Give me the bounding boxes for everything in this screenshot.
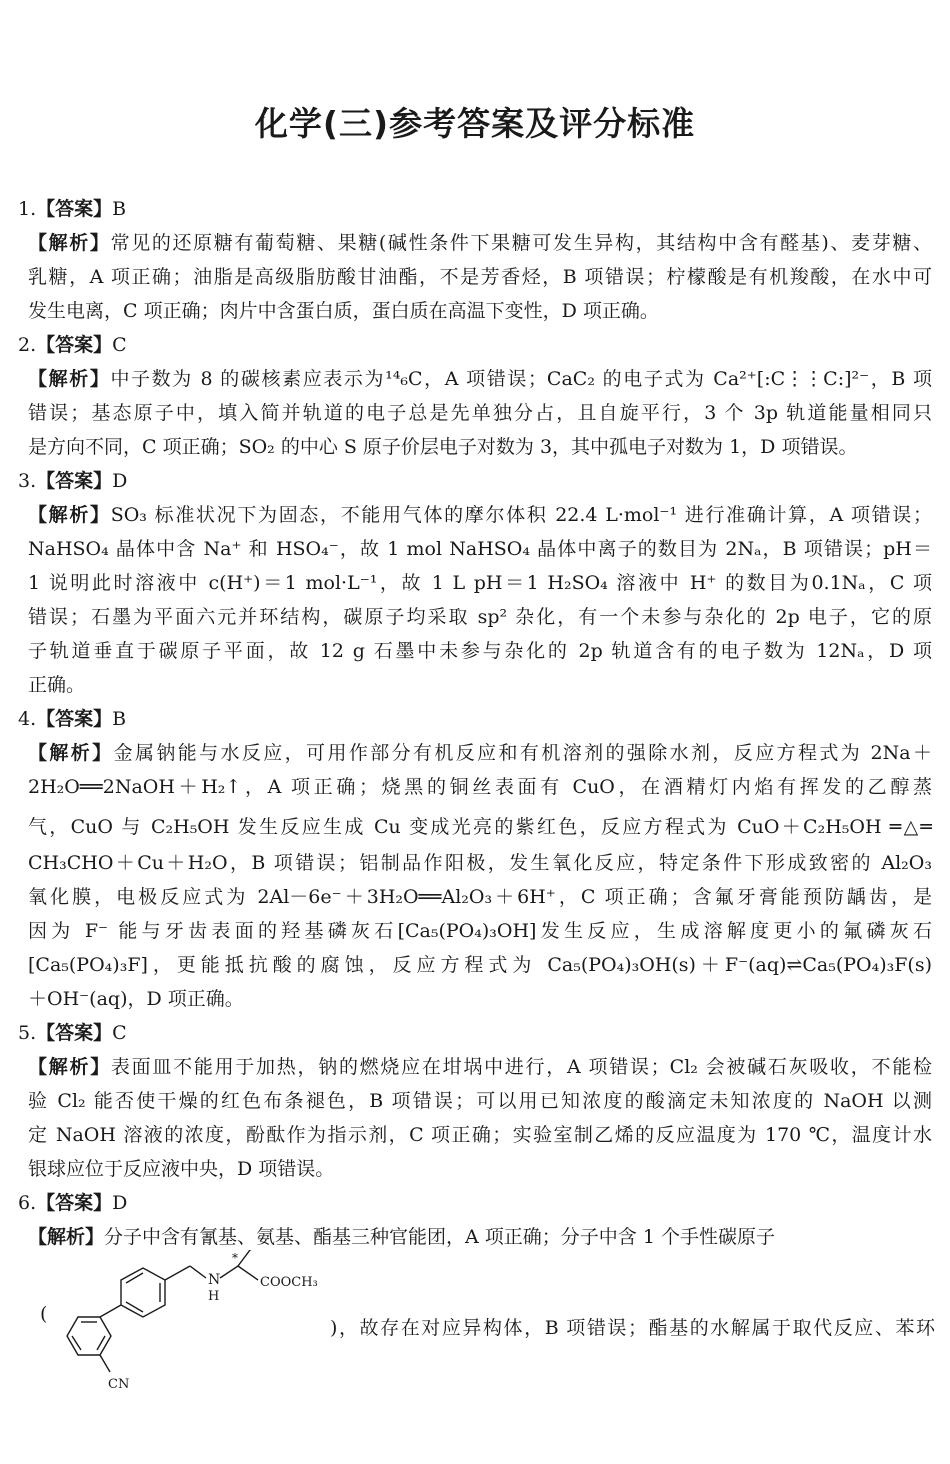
nh-label: N (208, 1272, 221, 1288)
q4-line: 氧化膜，电极反应式为 2Al－6e⁻＋3H₂O══Al₂O₃＋6H⁺，C 项正确；含氟牙膏能预防龋齿，是 (28, 886, 932, 908)
cn-label: CN (108, 1377, 130, 1390)
q3-line: 错误；石墨为平面六元并环结构，碳原子均采取 sp² 杂化，有一个未参与杂化的 2p 电子，它的原 (28, 606, 932, 628)
q1-analysis (28, 226, 932, 328)
q4-answer-line (18, 702, 932, 736)
q2-line: 错误；基态原子中，填入简并轨道的电子总是先单独分占，且自旋平行，3 个 3p 轨道能量相同只 (28, 402, 932, 424)
q1-analysis-tag: 【解析】 (28, 232, 111, 254)
q6-number: 6. (18, 1192, 37, 1214)
benzene-ring-upper (121, 1268, 165, 1317)
q2-answer: C (112, 334, 127, 356)
q6-answer-tag: 【答案】 (36, 1192, 113, 1214)
q2-line: 是方向不同，C 项正确；SO₂ 的中心 S 原子价层电子对数为 3，其中孤电子对数为 1，D 项错误。 (28, 436, 858, 458)
q4-answer-tag: 【答案】 (36, 708, 113, 730)
q3-analysis (28, 498, 932, 702)
q3-line: SO₃ 标准状况下为固态，不能用气体的摩尔体积 22.4 L·mol⁻¹ 进行准确计算，A 项错误； (110, 504, 932, 526)
q1-line: 乳糖，A 项正确；油脂是高级脂肪酸甘油酯，不是芳香烃，B 项错误；柠檬酸是有机羧酸，在水中可 (28, 266, 932, 288)
q3-line: NaHSO₄ 晶体中含 Na⁺ 和 HSO₄⁻，故 1 mol NaHSO₄ 晶体中离子的数目为 2Nₐ，B 项错误；pH＝ (28, 538, 932, 560)
h-label: H (208, 1289, 220, 1304)
q4-line: ＋OH⁻(aq)，D 项正确。 (28, 988, 244, 1010)
q2-answer-tag: 【答案】 (36, 334, 113, 356)
q3-answer: D (112, 470, 128, 492)
q1-line: 发生电离，C 项正确；肉片中含蛋白质，蛋白质在高温下变性，D 项正确。 (28, 300, 659, 322)
q5-analysis (28, 1050, 932, 1186)
q5-line: 表面皿不能用于加热，钠的燃烧应在坩埚中进行，A 项错误；Cl₂ 会被碱石灰吸收，不能检 (110, 1056, 932, 1078)
q2-number: 2. (18, 334, 37, 356)
q5-line: 银球应位于反应液中央，D 项错误。 (28, 1158, 335, 1180)
q4-line: CH₃CHO＋Cu＋H₂O，B 项错误；铝制品作阳极，发生氧化反应，特定条件下形成致密的 Al₂O₃ (28, 852, 932, 874)
q1-number: 1. (18, 198, 37, 220)
q2-answer-line (18, 328, 932, 362)
q4-analysis-tag: 【解析】 (28, 742, 114, 764)
q6-answer: D (112, 1192, 128, 1214)
q3-line: 正确。 (28, 674, 86, 696)
q2-analysis (28, 362, 932, 464)
q5-line: 验 Cl₂ 能否使干燥的红色布条褪色，B 项错误；可以用已知浓度的酸滴定未知浓度的 NaOH 以测 (28, 1090, 932, 1112)
q4-number: 4. (18, 708, 37, 730)
q6-analysis (28, 1220, 932, 1254)
q4-line: 2H₂O══2NaOH＋H₂↑，A 项正确；烧黑的铜丝表面有 CuO，在酒精灯内焰有挥发的乙醇蒸 (28, 776, 932, 798)
open-paren: ( (40, 1303, 48, 1325)
q4-line: 金属钠能与水反应，可用作部分有机反应和有机溶剂的强除水剂，反应方程式为 2Na＋ (113, 742, 932, 764)
q2-line: 中子数为 8 的碳核素应表示为¹⁴₆C，A 项错误；CaC₂ 的电子式为 Ca²⁺[:C⋮⋮C:]²⁻，B 项 (110, 368, 932, 390)
q1-answer: B (112, 198, 127, 220)
q4-analysis (28, 736, 932, 1016)
q5-analysis-tag: 【解析】 (28, 1056, 111, 1078)
q5-number: 5. (18, 1022, 37, 1044)
q3-line: 1 说明此时溶液中 c(H⁺)＝1 mol·L⁻¹，故 1 L pH＝1 H₂SO₄ 溶液中 H⁺ 的数目为0.1Nₐ，C 项 (28, 572, 932, 594)
page-title: 化学(三)参考答案及评分标准 (254, 104, 696, 143)
q4-line: [Ca₅(PO₄)₃F]，更能抵抗酸的腐蚀，反应方程式为 Ca₅(PO₄)₃OH(s)＋F⁻(aq)⇌Ca₅(PO₄)₃F(s) (28, 954, 932, 976)
q6-line: 分子中含有氰基、氨基、酯基三种官能团，A 项正确；分子中含 1 个手性碳原子 (104, 1226, 775, 1248)
q3-answer-tag: 【答案】 (36, 470, 113, 492)
q5-answer-tag: 【答案】 (36, 1022, 113, 1044)
q5-answer: C (112, 1022, 127, 1044)
ester-label: COOCH₃ (260, 1275, 318, 1290)
q2-analysis-tag: 【解析】 (28, 368, 111, 390)
q1-answer-line (18, 192, 932, 226)
answer-document (18, 192, 932, 1254)
q4-line: 气，CuO 与 C₂H₅OH 发生反应生成 Cu 变成光亮的紫红色，反应方程式为 CuO＋C₂H₅OH ═△═ (28, 816, 932, 838)
q3-line: 子轨道垂直于碳原子平面，故 12 g 石墨中未参与杂化的 2p 轨道含有的电子数为 12Nₐ，D 项 (28, 640, 932, 662)
q6-analysis-tag: 【解析】 (28, 1226, 105, 1248)
q5-answer-line (18, 1016, 932, 1050)
chiral-star: * (232, 1251, 238, 1265)
q3-analysis-tag: 【解析】 (28, 504, 111, 526)
q5-line: 定 NaOH 溶液的浓度，酚酞作为指示剂，C 项正确；实验室制乙烯的反应温度为 170 ℃，温度计水 (28, 1124, 932, 1146)
q6-continuation-line: )，故存在对应异构体，B 项错误；酯基的水解属于取代反应、苯环 (330, 1317, 935, 1339)
q3-answer-line (18, 464, 932, 498)
molecule-structure (28, 1250, 348, 1390)
q3-number: 3. (18, 470, 37, 492)
q6-answer-line (18, 1186, 932, 1220)
q1-answer-tag: 【答案】 (36, 198, 113, 220)
q4-line: 因为 F⁻ 能与牙齿表面的羟基磷灰石[Ca₅(PO₄)₃OH]发生反应，生成溶解度更小的氟磷灰石 (28, 920, 932, 942)
q1-line: 常见的还原糖有葡萄糖、果糖(碱性条件下果糖可发生异构，其结构中含有醛基)、麦芽糖、 (110, 232, 932, 254)
q4-answer: B (112, 708, 127, 730)
